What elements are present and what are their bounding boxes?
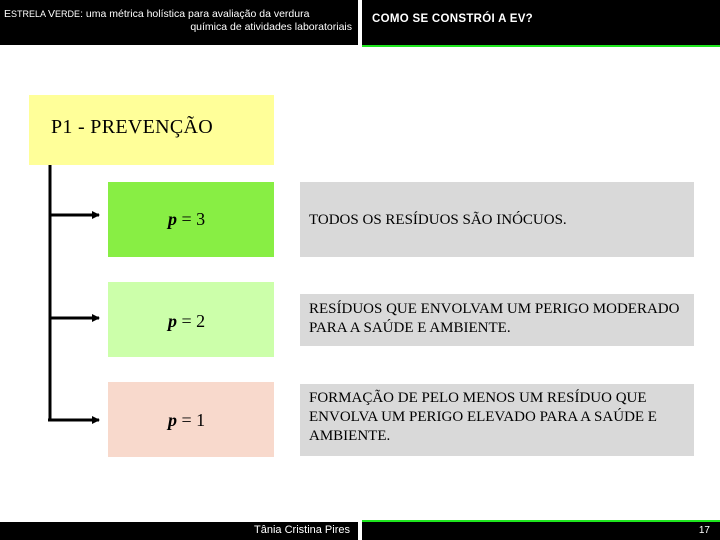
level-p1-box (108, 382, 274, 457)
page-number: 17 (698, 525, 710, 536)
level-p3-description-box (300, 182, 694, 257)
footer-author-panel (0, 522, 358, 540)
level-p3-description: TODOS OS RESÍDUOS SÃO INÓCUOS. (309, 212, 567, 228)
level-p1-description: FORMAÇÃO DE PELO MENOS UM RESÍDUO QUE ENVOLVA UM PERIGO ELEVADO PARA A SAÚDE E AMBIENTE. (309, 390, 657, 444)
footer-page-panel (362, 520, 720, 540)
level-p3-box (108, 182, 274, 257)
level-p2-description: RESÍDUOS QUE ENVOLVAM UM PERIGO MODERADO PARA A SAÚDE E AMBIENTE. (309, 301, 680, 336)
slide-question: COMO SE CONSTRÓI A EV? (372, 13, 534, 25)
level-p3-label: p = 3 (168, 209, 206, 229)
p1-label: P1 - PREVENÇÃO (51, 116, 213, 138)
footer-author: Tânia Cristina Pires (254, 524, 350, 536)
level-p2-description-box (300, 294, 694, 346)
slide-series-subtitle: química de atividades laboratoriais (190, 21, 352, 33)
level-p2-label: p = 2 (168, 311, 206, 331)
level-p2-box (108, 282, 274, 357)
slide-series-title: ESTRELA VERDE: uma métrica holística para avaliação da verdura (4, 8, 310, 20)
level-p1-description-box (300, 384, 694, 456)
level-p1-label: p = 1 (168, 410, 206, 430)
